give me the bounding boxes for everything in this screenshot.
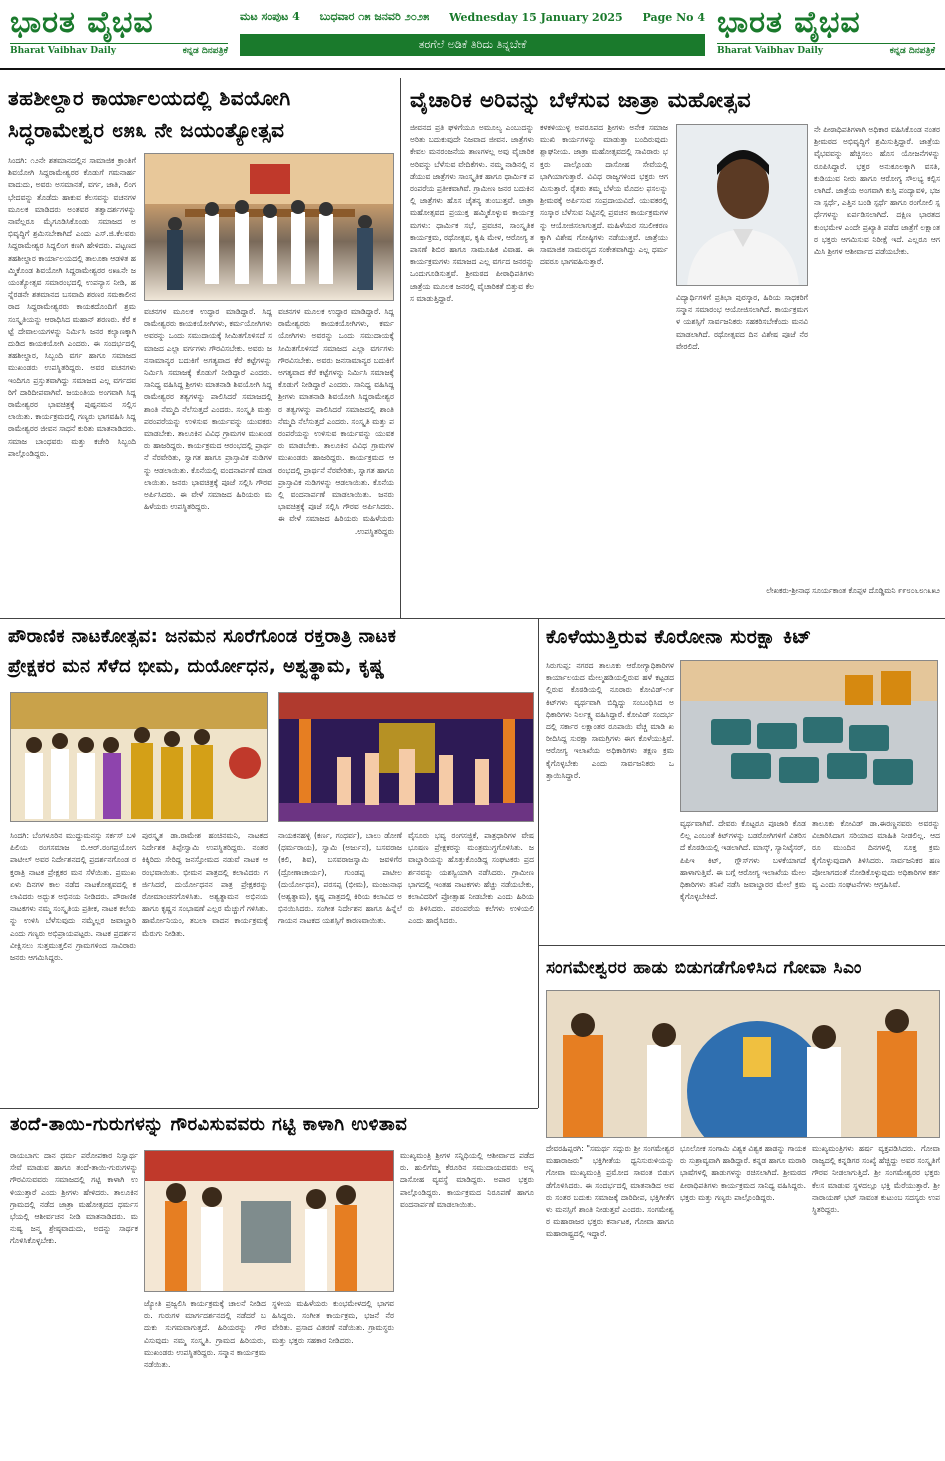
- article-3-col-1: ಸಿಂದಗಿ: ಬೆಂಗಳೂರಿನ ಮುದ್ದುಮನಸ್ಸು ಸರ್ಕಸ್ ಬಳಿ ಪಿಲಿಯ ರಂಗಸಮಾಜ ಬಿ.ಆರ್.ರಂಗಪ್ರಯೋಗ ಪಾಟೀಲ್ ಅವರ ನಿರ್ದೇಶನದಲ್ಲಿ ಪ್ರದರ್ಶನಗೊಂಡ ರಕ್ತರಾತ್ರಿ ನಾಟಕ ಪ್ರೇಕ್ಷಕರ ಮನ ಸೆಳೆಯಿತು. ಪ್ರಮುಖ ಏಳು ದಿನಗಳ ಕಾಲ ನಡೆದ ನಾಟಕೋತ್ಸವದಲ್ಲಿ ಕಲಾವಿದರು ಅದ್ಭುತ ಅಭಿನಯ ನೀಡಿದರು. ಪೌರಾಣಿಕ ನಾಟಕಗಳು ನಮ್ಮ ಸಂಸ್ಕೃತಿಯ ಪ್ರತೀಕ, ನಾಟಕ ಕಲೆಯನ್ನು ಉಳಿಸಿ ಬೆಳೆಸುವುದು ನಮ್ಮೆಲ್ಲರ ಜವಾಬ್ದಾರಿ ಎಂದು ಗಣ್ಯರು ಅಭಿಪ್ರಾಯಪಟ್ಟರು. ನಾಟಕ ಪ್ರದರ್ಶನ ವೀಕ್ಷಿಸಲು ಸುತ್ತಮುತ್ತಲಿನ ಗ್ರಾಮಗಳಿಂದ ಸಾವಿರಾರು ಜನರು ಆಗಮಿಸಿದ್ದರು.: [10, 831, 136, 963]
- article-2-col-4: ನೇ ಪೀಠಾಧಿಪತಿಗಳಾಗಿ ಅಧಿಕಾರ ವಹಿಸಿಕೊಂಡ ನಂತರ ಶ್ರೀಮಠದ ಅಭಿವೃದ್ಧಿಗೆ ಶ್ರಮಿಸುತ್ತಿದ್ದಾರೆ. ಜಾತ್ರೆಯ ವೈಭವವನ್ನು ಹೆಚ್ಚಿಸಲು ಹೊಸ ಯೋಜನೆಗಳನ್ನು ರೂಪಿಸಿದ್ದಾರೆ. ಭಕ್ತರ ಅನುಕೂಲಕ್ಕಾಗಿ ವಸತಿ, ಕುಡಿಯುವ ನೀರು ಹಾಗೂ ಆರೋಗ್ಯ ಸೌಲಭ್ಯ ಕಲ್ಪಿಸಲಾಗಿದೆ. ಜಾತ್ರೆಯ ಅಂಗವಾಗಿ ಕುಸ್ತಿ ಪಂದ್ಯಾವಳಿ, ಭಜನಾ ಸ್ಪರ್ಧೆ, ಎತ್ತಿನ ಬಂಡಿ ಸ್ಪರ್ಧೆ ಹಾಗೂ ರಂಗೋಲಿ ಸ್ಪರ್ಧೆಗಳನ್ನು ಏರ್ಪಡಿಸಲಾಗಿದೆ. ದಕ್ಷಿಣ ಭಾರತದ ಕುಂಭಮೇಳ ಎಂದೇ ಪ್ರಖ್ಯಾತಿ ಪಡೆದ ಜಾತ್ರೆಗೆ ಲಕ್ಷಾಂತರ ಭಕ್ತರು ಆಗಮಿಸುವ ನಿರೀಕ್ಷೆ ಇದೆ. ಎಲ್ಲರೂ ಆಗಮಿಸಿ ಶ್ರೀಗಳ ಆಶೀರ್ವಾದ ಪಡೆಯಬೇಕು.: [814, 125, 940, 257]
- column-divider: [538, 618, 539, 1108]
- logo-title: ಭಾರತ ವೈಭವ: [717, 5, 861, 40]
- article-3-col-2: ಪುರಸ್ಕೃತ ಡಾ.ರಾಮೇಶ ಹಂಚಿನಮನಿ, ನಾಟಕದ ನಿರ್ದೇಶಕ ತಿಪ್ಪೇಸ್ವಾಮಿ ಉಪಸ್ಥಿತರಿದ್ದರು. ನಂತರ ಕಿಕ್ಕಿರಿದು ಸೇರಿದ್ದ ಜನಸ್ತೋಮದ ನಡುವೆ ನಾಟಕ ಆರಂಭವಾಯಿತು. ಭೀಮನ ಪಾತ್ರದಲ್ಲಿ ಕಲಾವಿದರು ಗರ್ಜಿಸಿದರೆ, ದುರ್ಯೋಧನನ ಪಾತ್ರ ಪ್ರೇಕ್ಷಕರನ್ನು ರೋಮಾಂಚನಗೊಳಿಸಿತು. ಅಶ್ವತ್ಥಾಮನ ಅಭಿನಯ ಹಾಗೂ ಕೃಷ್ಣನ ಸಂಭಾಷಣೆ ಎಲ್ಲರ ಮೆಚ್ಚುಗೆ ಗಳಿಸಿತು. ಹಾರ್ಮೋನಿಯಂ, ತಬಲಾ ವಾದನ ಕಾರ್ಯಕ್ರಮಕ್ಕೆ ಮೆರುಗು ನೀಡಿತು.: [142, 831, 268, 938]
- article-3-col-4: ವೈಸೂರು ಭವ್ಯ ರಂಗಸಜ್ಜಿಕೆ, ಪಾತ್ರಧಾರಿಗಳ ವೇಷಭೂಷಣ ಪ್ರೇಕ್ಷಕರನ್ನು ಮಂತ್ರಮುಗ್ಧಗೊಳಿಸಿತು. ಜವಾಬ್ದಾರಿಯನ್ನು ಹೊತ್ತುಕೊಂಡಿದ್ದ ಸಂಘಟಕರು ಪ್ರದರ್ಶನವನ್ನು ಯಶಸ್ವಿಯಾಗಿ ನಡೆಸಿದರು. ಗ್ರಾಮೀಣ ಭಾಗದಲ್ಲಿ ಇಂತಹ ನಾಟಕಗಳು ಹೆಚ್ಚು ನಡೆಯಬೇಕು, ಕಲಾವಿದರಿಗೆ ಪ್ರೋತ್ಸಾಹ ನೀಡಬೇಕು ಎಂದು ಹಿರಿಯರು ತಿಳಿಸಿದರು. ಪರಂಪರೆಯ ಕಲೆಗಳು ಉಳಿಯಲಿ ಎಂದು ಹಾರೈಸಿದರು.: [408, 831, 534, 926]
- article-6-col-2: ಜ್ಯೋತಿ ಪ್ರಜ್ವಲಿಸಿ ಕಾರ್ಯಕ್ರಮಕ್ಕೆ ಚಾಲನೆ ನೀಡಿದರು. ಗುರುಗಳ ಮಾರ್ಗದರ್ಶನದಲ್ಲಿ ನಡೆದರೆ ಬದುಕು ಸುಗಮವಾಗುತ್ತದೆ. ಹಿರಿಯರನ್ನು ಗೌರವಿಸುವುದು ನಮ್ಮ ಸಂಸ್ಕೃತಿ. ಗ್ರಾಮದ ಹಿರಿಯರು, ಮುಖಂಡರು ಉಪಸ್ಥಿತರಿದ್ದರು. ಸನ್ಮಾನ ಕಾರ್ಯಕ್ರಮ ನಡೆಯಿತು.: [144, 1299, 266, 1370]
- article-6-col-4: ಮುಖ್ಯಮಂತ್ರಿ ಶ್ರೀಗಳ ಸನ್ನಿಧಿಯಲ್ಲಿ ಆಶೀರ್ವಾದ ಪಡೆದರು. ಹುಲಿಗೆಮ್ಮ ಕೆರೂರಿನ ಸಮುದಾಯದವರು ಅನ್ನದಾಸೋಹ ವ್ಯವಸ್ಥೆ ಮಾಡಿದ್ದರು. ಅಪಾರ ಭಕ್ತರು ಪಾಲ್ಗೊಂಡಿದ್ದರು. ಕಾರ್ಯಕ್ರಮದ ನಿರೂಪಣೆ ಹಾಗೂ ವಂದನಾರ್ಪಣೆ ಮಾಡಲಾಯಿತು.: [400, 1151, 534, 1209]
- logo-title: ಭಾರತ ವೈಭವ: [10, 5, 154, 40]
- article-1-col-middle: ವಚನಗಳ ಮೂಲಕ ಉದ್ಧಾರ ಮಾಡಿದ್ದಾರೆ. ಸಿದ್ದರಾಮೇಶ್ವರರು ಕಾಯಕಯೋಗಿಗಳು, ಕರ್ಮಯೋಗಿಗಳು ಅವರನ್ನು ಒಂದು ಸಮುದಾಯಕ್ಕೆ ಸೀಮಿತಗೊಳಿಸದೆ ಸಮಾಜದ ಎಲ್ಲಾ ವರ್ಗಗಳು ಗೌರವಿಸಬೇಕು. ಅವರು ಜನಸಾಮಾನ್ಯರ ಬದುಕಿಗೆ ಅಗತ್ಯವಾದ ಕೆರೆ ಕಟ್ಟೆಗಳನ್ನು ನಿರ್ಮಿಸಿ ಸಮಾಜಕ್ಕೆ ಕೊಡುಗೆ ನೀಡಿದ್ದಾರೆ ಎಂದರು. ಸಾನಿಧ್ಯ ವಹಿಸಿದ್ದ ಶ್ರೀಗಳು ಮಾತನಾಡಿ ಶಿವಯೋಗಿ ಸಿದ್ದರಾಮೇಶ್ವರರ ತತ್ವಗಳನ್ನು ಪಾಲಿಸಿದರೆ ಸಮಾಜದಲ್ಲಿ ಶಾಂತಿ ನೆಮ್ಮದಿ ನೆಲೆಸುತ್ತದೆ ಎಂದರು. ಸಂಸ್ಕೃತಿ ಮತ್ತು ಪರಂಪರೆಯನ್ನು ಉಳಿಸುವ ಕಾರ್ಯವನ್ನು ಯುವಕರು ಮಾಡಬೇಕು. ತಾಲೂಕಿನ ವಿವಿಧ ಗ್ರಾಮಗಳ ಮುಖಂಡರು ಹಾಜರಿದ್ದರು. ಕಾರ್ಯಕ್ರಮದ ಆರಂಭದಲ್ಲಿ ಪ್ರಾರ್ಥನೆ ನೆರವೇರಿತು, ಸ್ವಾಗತ ಹಾಗೂ ಪ್ರಾಸ್ತಾವಿಕ ನುಡಿಗಳನ್ನು ಆಡಲಾಯಿತು. ಕೊನೆಯಲ್ಲಿ ವಂದನಾರ್ಪಣೆ ಮಾಡಲಾಯಿತು. ಜನರು ಭಾವಚಿತ್ರಕ್ಕೆ ಪೂಜೆ ಸಲ್ಲಿಸಿ ಗೌರವ ಅರ್ಪಿಸಿದರು. ಈ ವೇಳೆ ಸಮಾಜದ ಹಿರಿಯರು ಮಹಿಳೆಯರು ಉಪಸ್ಥಿತರಿದ್ದರು.: [144, 307, 272, 512]
- article-4-photo: [680, 660, 938, 812]
- article-3-col-3: ನಾಯಕನಹಳ್ಳಿ (ಕರ್ಣ, ಗಂಧರ್ವ), ಬಾಲು ಡೋಣೆ (ಧರ್ಮರಾಯ), ಸ್ವಾಮಿ (ಅರ್ಜುನ), ಬಸವರಾಜ (ಕಲಿ, ಶಿವ), ಬಸವರಾಜಸ್ವಾಮಿ ಜವಳಿಗೆರ (ದ್ರೋಣಾಚಾರ್ಯ), ಗುಂಡಪ್ಪ ಪಾಟೀಲ (ದುರ್ಯೋಧನ), ಪರಸಪ್ಪ (ಭೀಮ), ಮಂಜುನಾಥ (ಅಶ್ವತ್ಥಾಮ), ಕೃಷ್ಣ ಪಾತ್ರದಲ್ಲಿ ಕಿರಿಯ ಕಲಾವಿದ ಅಭಿನಯಿಸಿದರು. ಸಂಗೀತ ನಿರ್ದೇಶನ ಹಾಗೂ ಹಿನ್ನೆಲೆ ಗಾಯನ ನಾಟಕದ ಯಶಸ್ಸಿಗೆ ಕಾರಣವಾಯಿತು.: [278, 831, 402, 926]
- article-6-col-3: ಸ್ಥಳೀಯ ಮಹಿಳೆಯರು ಕುಂಭಮೇಳದಲ್ಲಿ ಭಾಗವಹಿಸಿದ್ದರು. ಸಂಗೀತ ಕಾರ್ಯಕ್ರಮ, ಭಜನೆ ನೆರವೇರಿತು. ಪ್ರಸಾದ ವಿತರಣೆ ನಡೆಯಿತು. ಗ್ರಾಮಸ್ಥರು ಮತ್ತು ಭಕ್ತರು ಸಹಕಾರ ನೀಡಿದರು.: [272, 1299, 394, 1345]
- logo-left: [10, 6, 228, 62]
- article-4-headline: ಕೊಳೆಯುತ್ತಿರುವ ಕೊರೋನಾ ಸುರಕ್ಷಾ ಕಿಟ್: [546, 626, 812, 648]
- article-2-headline: ವೈಚಾರಿಕ ಅರಿವನ್ನು ಬೆಳೆಸುವ ಜಾತ್ರಾ ಮಹೋತ್ಸವ: [410, 88, 752, 112]
- logo-english: Bharat Vaibhav Daily: [10, 46, 116, 56]
- article-2-col-3: ವಿದ್ಯಾರ್ಥಿಗಳಿಗೆ ಪ್ರತಿಭಾ ಪುರಸ್ಕಾರ, ಹಿರಿಯ ಸಾಧಕರಿಗೆ ಸನ್ಮಾನ ಸಮಾರಂಭ ಆಯೋಜಿಸಲಾಗಿದೆ. ಕಾರ್ಯಕ್ರಮಗಳ ಯಶಸ್ಸಿಗೆ ಸಾರ್ವಜನಿಕರು ಸಹಕರಿಸಬೇಕೆಂದು ಮನವಿ ಮಾಡಲಾಗಿದೆ. ರಥೋತ್ಸವದ ದಿನ ವಿಶೇಷ ಪೂಜೆ ನೆರವೇರಲಿದೆ.: [676, 293, 808, 351]
- article-6-col-1: ರಾಯಬಾಗ: ದಾನ ಧರ್ಮ ಪರೋಪಕಾರ ನಿಸ್ವಾರ್ಥ ಸೇವೆ ಮಾಡುವ ಹಾಗೂ ತಂದೆ-ತಾಯಿ-ಗುರುಗಳನ್ನು ಗೌರವಿಸುವವರು ಸಮಾಜದಲ್ಲಿ ಗಟ್ಟಿ ಕಾಳಾಗಿ ಉಳಿಯುತ್ತಾರೆ ಎಂದು ಶ್ರೀಗಳು ಹೇಳಿದರು. ತಾಲೂಕಿನ ಗ್ರಾಮದಲ್ಲಿ ನಡೆದ ಜಾತ್ರಾ ಮಹೋತ್ಸವದ ಧರ್ಮಸಭೆಯಲ್ಲಿ ಆಶೀರ್ವಚನ ನೀಡಿ ಮಾತನಾಡಿದರು. ಮನುಷ್ಯ ಜನ್ಮ ಶ್ರೇಷ್ಠವಾದುದು, ಅದನ್ನು ಸಾರ್ಥಕಗೊಳಿಸಿಕೊಳ್ಳಬೇಕು.: [10, 1151, 138, 1246]
- article-4-col-1: ಸಿರುಗುಪ್ಪ: ನಗರದ ತಾಲೂಕು ಆರೋಗ್ಯಾಧಿಕಾರಿಗಳ ಕಾರ್ಯಾಲಯದ ಮೇಲ್ಮಹಡಿಯಲ್ಲಿರುವ ಹಳೆ ಕಟ್ಟಡದಲ್ಲಿರುವ ಕೊಠಡಿಯಲ್ಲಿ ನೂರಾರು ಕೋವಿಡ್-೧೯ ಕಿಟ್‌ಗಳು ವ್ಯರ್ಥವಾಗಿ ಬಿದ್ದಿದ್ದು ಸಂಬಂಧಿಸಿದ ಅಧಿಕಾರಿಗಳು ನಿರ್ಲಕ್ಷ್ಯ ವಹಿಸಿದ್ದಾರೆ. ಕೋವಿಡ್ ಸಂದರ್ಭದಲ್ಲಿ ಸರ್ಕಾರ ಲಕ್ಷಾಂತರ ರೂಪಾಯಿ ವೆಚ್ಚ ಮಾಡಿ ಖರೀದಿಸಿದ್ದ ಸುರಕ್ಷಾ ಸಾಮಗ್ರಿಗಳು ಈಗ ಕೊಳೆಯುತ್ತಿವೆ. ಆರೋಗ್ಯ ಇಲಾಖೆಯ ಅಧಿಕಾರಿಗಳು ತಕ್ಷಣ ಕ್ರಮ ಕೈಗೊಳ್ಳಬೇಕು ಎಂದು ಸಾರ್ವಜನಿಕರು ಒತ್ತಾಯಿಸಿದ್ದಾರೆ.: [546, 661, 674, 780]
- article-3-photo-left: [10, 692, 268, 822]
- kannada-date: ಬುಧವಾರ ೧೫ ಜನವರಿ ೨೦೨೫: [319, 10, 430, 23]
- logo-english: Bharat Vaibhav Daily: [717, 46, 823, 56]
- article-3-photo-right: [278, 692, 534, 822]
- article-5-col-2: ಭೂಲೋಕ ಸಂಗಾಮಿ ವಿಶ್ವಕ ವಿಶ್ವಕ ಹಾಡನ್ನು ಗಾಯಕರು ಸುಶ್ರಾವ್ಯವಾಗಿ ಹಾಡಿದ್ದಾರೆ. ಕನ್ನಡ ಹಾಗೂ ಮರಾಠಿ ಭಾಷೆಗಳಲ್ಲಿ ಹಾಡುಗಳನ್ನು ರಚಿಸಲಾಗಿದೆ. ಶ್ರೀಮಠದ ಪೀಠಾಧಿಪತಿಗಳು ಕಾರ್ಯಕ್ರಮದ ಸಾನಿಧ್ಯ ವಹಿಸಿದ್ದರು. ಭಕ್ತರು ಮತ್ತು ಗಣ್ಯರು ಪಾಲ್ಗೊಂಡಿದ್ದರು.: [680, 1144, 806, 1202]
- page-number: Page No 4: [642, 10, 705, 24]
- article-4-col-3: ತಾಲೂಕು ಕೋವಿಡ್ ಡಾ.ಈರಣ್ಣನವರು ಅವರನ್ನು ವಿಚಾರಿಸಿದಾಗ ಸರಿಯಾದ ಮಾಹಿತಿ ನೀಡಲಿಲ್ಲ. ಆದರೂ ಮುಂದಿನ ದಿನಗಳಲ್ಲಿ ಸೂಕ್ತ ಕ್ರಮ ಕೈಗೊಳ್ಳುವುದಾಗಿ ತಿಳಿಸಿದರು. ಸಾರ್ವಜನಿಕರ ಹಣ ಪೋಲಾಗದಂತೆ ನೋಡಿಕೊಳ್ಳುವುದು ಅಧಿಕಾರಿಗಳ ಕರ್ತವ್ಯ ಎಂದು ಸಂಘಟನೆಗಳು ಆಗ್ರಹಿಸಿವೆ.: [812, 819, 940, 890]
- article-2-col-1: ಜೀವನದ ಪ್ರತಿ ಘಳಿಗೆಯೂ ಅಮೂಲ್ಯ ಎಂಬುದನ್ನು ಅರಿತು ಬದುಕುವುದೇ ನಿಜವಾದ ಜೀವನ. ಜಾತ್ರೆಗಳು ಕೇವಲ ಮನರಂಜನೆಯ ತಾಣಗಳಲ್ಲ ಅವು ವೈಚಾರಿಕ ಅರಿವನ್ನು ಬೆಳೆಸುವ ವೇದಿಕೆಗಳು. ನಮ್ಮ ನಾಡಿನಲ್ಲಿ ನಡೆಯುವ ಜಾತ್ರೆಗಳು ಸಾಂಸ್ಕೃತಿಕ ಹಾಗೂ ಧಾರ್ಮಿಕ ಪರಂಪರೆಯ ಪ್ರತೀಕವಾಗಿವೆ. ಗ್ರಾಮೀಣ ಜನರ ಬದುಕಿನಲ್ಲಿ ಜಾತ್ರೆಗಳು ಹೊಸ ಚೈತನ್ಯ ತುಂಬುತ್ತವೆ. ಜಾತ್ರಾ ಮಹೋತ್ಸವದ ಪ್ರಯುಕ್ತ ಹಮ್ಮಿಕೊಳ್ಳುವ ಕಾರ್ಯಕ್ರಮಗಳು: ಧಾರ್ಮಿಕ ಸಭೆ, ಪ್ರವಚನ, ಸಾಂಸ್ಕೃತಿಕ ಕಾರ್ಯಕ್ರಮ, ರಥೋತ್ಸವ, ಕೃಷಿ ಮೇಳ, ಆರೋಗ್ಯ ತಪಾಸಣೆ ಶಿಬಿರ ಹಾಗೂ ಸಾಮೂಹಿಕ ವಿವಾಹ. ಈ ಕಾರ್ಯಕ್ರಮಗಳು ಸಮಾಜದ ಎಲ್ಲ ವರ್ಗದ ಜನರನ್ನು ಒಂದುಗೂಡಿಸುತ್ತವೆ. ಶ್ರೀಮಠದ ಪೀಠಾಧಿಪತಿಗಳು ಜಾತ್ರೆಯ ಮೂಲಕ ಜನರಲ್ಲಿ ವೈಚಾರಿಕತೆ ಬಿತ್ತುವ ಕೆಲಸ ಮಾಡುತ್ತಿದ್ದಾರೆ.: [410, 123, 534, 303]
- column-divider: [400, 78, 401, 618]
- article-2-portrait-photo: [676, 124, 808, 286]
- section-divider: [0, 618, 945, 619]
- article-1-headline-line2: ಸಿದ್ಧರಾಮೇಶ್ವರ ೮೫೩ ನೇ ಜಯಂತ್ಯೋತ್ಸವ: [8, 118, 285, 142]
- article-5-col-3: ಮುಖ್ಯಮಂತ್ರಿಗಳು ಹರ್ಷ ವ್ಯಕ್ತಪಡಿಸಿದರು. ಗೋವಾ ರಾಜ್ಯದಲ್ಲಿ ಕನ್ನಡಿಗರ ಸಂಖ್ಯೆ ಹೆಚ್ಚಿದ್ದು ಅವರ ಸಂಸ್ಕೃತಿಗೆ ಗೌರವ ನೀಡಲಾಗುತ್ತಿದೆ. ಶ್ರೀ ಸಂಗಮೇಶ್ವರರ ಭಕ್ತರು ಕೆಲಸ ಮಾಡುವ ಸ್ಥಳದಲ್ಲೂ ಭಕ್ತಿ ಮೆರೆಯುತ್ತಾರೆ. ಶ್ರೀ ನಾರಾಯಣ್ ಭಟ್ ಸಾವಂತ ಕುಟುಂಬ ಸದಸ್ಯರು ಉಪಸ್ಥಿತರಿದ್ದರು.: [812, 1144, 940, 1215]
- article-6-photo: [144, 1150, 394, 1292]
- section-divider: [538, 945, 945, 946]
- date: Wednesday 15 January 2025: [449, 10, 623, 24]
- article-1-photo: [144, 153, 394, 301]
- tagline: ತರಗೆಲೆ ಅಡಿಕೆ ತಿರಿದು ತಿನ್ನಬೇಕೆ: [240, 34, 705, 56]
- masthead: [0, 0, 945, 70]
- article-5-photo: [546, 990, 940, 1138]
- logo-right: [717, 6, 935, 62]
- logo-kannada-sub: ಕನ್ನಡ ದಿನಪತ್ರಿಕೆ: [182, 46, 228, 56]
- article-5-col-1: ದೇವರಹಿಪ್ಪರಗಿ: "ಸಮರ್ಥ ಸದ್ಗುರು ಶ್ರೀ ಸಂಗಮೇಶ್ವರ ಮಹಾರಾಜರು" ಭಕ್ತಿಗೀತೆಯ ಧ್ವನಿಸುರುಳಿಯನ್ನು ಗೋವಾ ಮುಖ್ಯಮಂತ್ರಿ ಪ್ರಮೋದ ಸಾವಂತ ಬಿಡುಗಡೆಗೊಳಿಸಿದರು. ಈ ಸಂದರ್ಭದಲ್ಲಿ ಮಾತನಾಡಿದ ಅವರು ಸಂತರ ಬದುಕು ಸಮಾಜಕ್ಕೆ ದಾರಿದೀಪ, ಭಕ್ತಿಗೀತೆಗಳು ಮನಸ್ಸಿಗೆ ಶಾಂತಿ ನೀಡುತ್ತವೆ ಎಂದರು. ಸಂಗಮೇಶ್ವರ ಮಹಾರಾಜರ ಭಕ್ತರು ಕರ್ನಾಟಕ, ಗೋವಾ ಹಾಗೂ ಮಹಾರಾಷ್ಟ್ರದಲ್ಲಿ ಇದ್ದಾರೆ.: [546, 1144, 674, 1239]
- issue-label: ಮಟ ಸಂಪುಟ 4: [240, 10, 300, 23]
- article-5-headline: ಸಂಗಮೇಶ್ವರರ ಹಾಡು ಬಿಡುಗಡೆಗೊಳಿಸಿದ ಗೋವಾ ಸಿಎಂ: [546, 958, 862, 978]
- logo-kannada-sub: ಕನ್ನಡ ದಿನಪತ್ರಿಕೆ: [889, 46, 935, 56]
- article-2-col-2: ಕಳಕಳಿಯುಳ್ಳ ಅಪರೂಪದ ಶ್ರೀಗಳು ಅನೇಕ ಸಮಾಜಮುಖಿ ಕಾರ್ಯಗಳನ್ನು ಮಾಡುತ್ತಾ ಬಂದಿರುವುದು ಶ್ಲಾಘನೀಯ. ಜಾತ್ರಾ ಮಹೋತ್ಸವದಲ್ಲಿ ಸಾವಿರಾರು ಭಕ್ತರು ಪಾಲ್ಗೊಂಡು ದಾಸೋಹ ಸೇವೆಯಲ್ಲಿ ಭಾಗಿಯಾಗುತ್ತಾರೆ. ವಿವಿಧ ರಾಜ್ಯಗಳಿಂದ ಭಕ್ತರು ಆಗಮಿಸುತ್ತಾರೆ. ರೈತರು ತಮ್ಮ ಬೆಳೆಯ ಮೊದಲ ಫಸಲನ್ನು ಶ್ರೀಮಠಕ್ಕೆ ಅರ್ಪಿಸುವ ಸಂಪ್ರದಾಯವಿದೆ. ಯುವಕರಲ್ಲಿ ಸಂಸ್ಕಾರ ಬೆಳೆಸುವ ನಿಟ್ಟಿನಲ್ಲಿ ಪ್ರವಚನ ಕಾರ್ಯಕ್ರಮಗಳನ್ನು ಆಯೋಜಿಸಲಾಗುತ್ತದೆ. ಮಹಿಳೆಯರ ಸಬಲೀಕರಣಕ್ಕಾಗಿ ವಿಶೇಷ ಗೋಷ್ಠಿಗಳು ನಡೆಯುತ್ತವೆ. ಜಾತ್ರೆಯು ಸಾಮಾಜಿಕ ಸಾಮರಸ್ಯದ ಸಂಕೇತವಾಗಿದ್ದು ಎಲ್ಲ ಧರ್ಮದವರೂ ಭಾಗವಹಿಸುತ್ತಾರೆ.: [540, 123, 668, 267]
- article-4-col-2: ವ್ಯರ್ಥವಾಗಿವೆ. ದೇವರು ಕೊಟ್ಟರೂ ಪೂಜಾರಿ ಕೊಡಲಿಲ್ಲ ಎಂಬಂತೆ ಕಿಟ್‌ಗಳನ್ನು ಬಡರೋಗಿಗಳಿಗೆ ವಿತರಿಸದೆ ಕೊಠಡಿಯಲ್ಲಿ ಇಡಲಾಗಿದೆ. ಮಾಸ್ಕ್, ಸ್ಯಾನಿಟೈಸರ್, ಪಿಪಿಇ ಕಿಟ್, ಗ್ಲೌಸ್‌ಗಳು ಬಳಕೆಯಾಗದೆ ಹಾಳಾಗುತ್ತಿವೆ. ಈ ಬಗ್ಗೆ ಆರೋಗ್ಯ ಇಲಾಖೆಯ ಮೇಲಧಿಕಾರಿಗಳು ತನಿಖೆ ನಡೆಸಿ ಜವಾಬ್ದಾರರ ಮೇಲೆ ಕ್ರಮ ಕೈಗೊಳ್ಳಬೇಕಿದೆ.: [680, 819, 806, 902]
- masthead-center: [240, 8, 705, 64]
- article-6-headline: ತಂದೆ-ತಾಯಿ-ಗುರುಗಳನ್ನು ಗೌರವಿಸುವವರು ಗಟ್ಟಿ ಕಾಳಾಗಿ ಉಳಿತಾವ: [10, 1114, 408, 1135]
- article-3-headline-line2: ಪ್ರೇಕ್ಷಕರ ಮನ ಸೆಳೆದ ಭೀಮ, ದುರ್ಯೋಧನ, ಅಶ್ವತ್ಥಾಮ, ಕೃಷ್ಣ: [8, 656, 385, 677]
- article-1-headline-line1: ತಹಶೀಲ್ದಾರ ಕಾರ್ಯಾಲಯದಲ್ಲಿ ಶಿವಯೋಗಿ: [8, 86, 291, 110]
- article-2-byline: ಲೇಖಕರು-ಶ್ರೀನಾಥ ಸೂರ್ಯಕಾಂತ ಕೊಪ್ಪಳ ದೊಡ್ಡಿಮನಿ ೯೯೮೦೬೮೧೩೫೨: [766, 586, 940, 595]
- article-1-col-right: ವಚನಗಳ ಮೂಲಕ ಉದ್ಧಾರ ಮಾಡಿದ್ದಾರೆ. ಸಿದ್ದರಾಮೇಶ್ವರರು ಕಾಯಕಯೋಗಿಗಳು, ಕರ್ಮಯೋಗಿಗಳು ಅವರನ್ನು ಒಂದು ಸಮುದಾಯಕ್ಕೆ ಸೀಮಿತಗೊಳಿಸದೆ ಸಮಾಜದ ಎಲ್ಲಾ ವರ್ಗಗಳು ಗೌರವಿಸಬೇಕು. ಅವರು ಜನಸಾಮಾನ್ಯರ ಬದುಕಿಗೆ ಅಗತ್ಯವಾದ ಕೆರೆ ಕಟ್ಟೆಗಳನ್ನು ನಿರ್ಮಿಸಿ ಸಮಾಜಕ್ಕೆ ಕೊಡುಗೆ ನೀಡಿದ್ದಾರೆ ಎಂದರು. ಸಾನಿಧ್ಯ ವಹಿಸಿದ್ದ ಶ್ರೀಗಳು ಮಾತನಾಡಿ ಶಿವಯೋಗಿ ಸಿದ್ದರಾಮೇಶ್ವರರ ತತ್ವಗಳನ್ನು ಪಾಲಿಸಿದರೆ ಸಮಾಜದಲ್ಲಿ ಶಾಂತಿ ನೆಮ್ಮದಿ ನೆಲೆಸುತ್ತದೆ ಎಂದರು. ಸಂಸ್ಕೃತಿ ಮತ್ತು ಪರಂಪರೆಯನ್ನು ಉಳಿಸುವ ಕಾರ್ಯವನ್ನು ಯುವಕರು ಮಾಡಬೇಕು. ತಾಲೂಕಿನ ವಿವಿಧ ಗ್ರಾಮಗಳ ಮುಖಂಡರು ಹಾಜರಿದ್ದರು. ಕಾರ್ಯಕ್ರಮದ ಆರಂಭದಲ್ಲಿ ಪ್ರಾರ್ಥನೆ ನೆರವೇರಿತು, ಸ್ವಾಗತ ಹಾಗೂ ಪ್ರಾಸ್ತಾವಿಕ ನುಡಿಗಳನ್ನು ಆಡಲಾಯಿತು. ಕೊನೆಯಲ್ಲಿ ವಂದನಾರ್ಪಣೆ ಮಾಡಲಾಯಿತು. ಜನರು ಭಾವಚಿತ್ರಕ್ಕೆ ಪೂಜೆ ಸಲ್ಲಿಸಿ ಗೌರವ ಅರ್ಪಿಸಿದರು. ಈ ವೇಳೆ ಸಮಾಜದ ಹಿರಿಯರು ಮಹಿಳೆಯರು ಉಪಸ್ಥಿತರಿದ್ದರು.: [278, 307, 394, 536]
- article-1-col-left: ಸಿಂದಗಿ: ೧೨ನೇ ಶತಮಾನದಲ್ಲಿನ ಸಾಮಾಜಿಕ ಕ್ರಾಂತಿಗೆ ಶಿವಯೋಗಿ ಸಿದ್ದರಾಮೇಶ್ವರರ ಕೊಡುಗೆ ಗಮನಾರ್ಹವಾದುದು, ಅವರು ಅಸಮಾನತೆ, ವರ್ಗ, ಜಾತಿ, ಲಿಂಗಭೇದವನ್ನು ತೊಡೆದು ಹಾಕುವ ಕೆಲಸವನ್ನು ವಚನಗಳ ಮೂಲಕ ಮಾಡಿದರು ಅಂತವರ ತತ್ವಾದರ್ಶಗಳನ್ನು ನಾವೆಲ್ಲರೂ ಮೈಗೂಡಿಸಿಕೊಂಡು ಸಮಾಜದ ಅಭಿವೃದ್ಧಿಗೆ ಶ್ರಮಿಸಬೇಕಾಗಿದೆ ಎಂದು ಎಸ್.ಜಿ.ಕೆಲವರು ಸಿದ್ದರಾಮೇಶ್ವರ ಸಿದ್ದಲಿಂಗ ಕಣಗಿ ಹೇಳಿದರು. ಪಟ್ಟಣದ ತಹಶೀಲ್ದಾರ ಕಾರ್ಯಾಲಯದಲ್ಲಿ ತಾಲೂಕಾ ಆಡಳಿತ ಹಮ್ಮಿಕೊಂಡ ಶಿವಯೋಗಿ ಸಿದ್ದರಾಮೇಶ್ವರರ ೮೫೩ನೇ ಜಯಂತ್ಯೋತ್ಸವ ಸಮಾರಂಭದಲ್ಲಿ ಉಪನ್ಯಾಸ ನೀಡಿ, ಹನ್ನೆರಡನೇ ಶತಮಾನದ ಬಸವಾದಿ ಶರಣರ ಸಮಕಾಲೀನರಾದ ಸಿದ್ದರಾಮೇಶ್ವರರು ಕಾಯಕದೊಂದಿಗೆ ಶ್ರಮ ಸಂಸ್ಕೃತಿಯನ್ನು ಆರಾಧಿಸಿದ ಮಹಾನ್ ಶರಣರು. ಕೆರೆ ಕಟ್ಟೆ ದೇವಾಲಯಗಳನ್ನು ನಿರ್ಮಿಸಿ ಜನರ ಕಲ್ಯಾಣಕ್ಕಾಗಿ ದುಡಿದ ಕಾಯಕಯೋಗಿ ಎಂದರು. ಈ ಸಂದರ್ಭದಲ್ಲಿ ತಹಶೀಲ್ದಾರ, ಸಿಬ್ಬಂದಿ ವರ್ಗ ಹಾಗೂ ಸಮಾಜದ ಮುಖಂಡರು ಉಪಸ್ಥಿತರಿದ್ದರು. ಅವರ ವಚನಗಳು ಇಂದಿಗೂ ಪ್ರಸ್ತುತವಾಗಿದ್ದು ಸಮಾಜದ ಎಲ್ಲ ವರ್ಗದವರಿಗೆ ದಾರಿದೀಪವಾಗಿವೆ. ಜಯಂತಿಯ ಅಂಗವಾಗಿ ಸಿದ್ದರಾಮೇಶ್ವರರ ಭಾವಚಿತ್ರಕ್ಕೆ ಪುಷ್ಪನಮನ ಸಲ್ಲಿಸಲಾಯಿತು. ಕಾರ್ಯಕ್ರಮದಲ್ಲಿ ಗಣ್ಯರು ಭಾಗವಹಿಸಿ ಸಿದ್ದರಾಮೇಶ್ವರರ ಜೀವನ ಸಾಧನೆ ಕುರಿತು ಮಾತನಾಡಿದರು. ಸಮಾಜ ಬಾಂಧವರು ಮತ್ತು ಕಚೇರಿ ಸಿಬ್ಬಂದಿ ಪಾಲ್ಗೊಂಡಿದ್ದರು.: [8, 156, 136, 458]
- section-divider: [0, 1108, 538, 1109]
- article-3-headline-line1: ಪೌರಾಣಿಕ ನಾಟಕೋತ್ಸವ: ಜನಮನ ಸೂರೆಗೊಂಡ ರಕ್ತರಾತ್ರಿ ನಾಟಕ: [8, 626, 397, 647]
